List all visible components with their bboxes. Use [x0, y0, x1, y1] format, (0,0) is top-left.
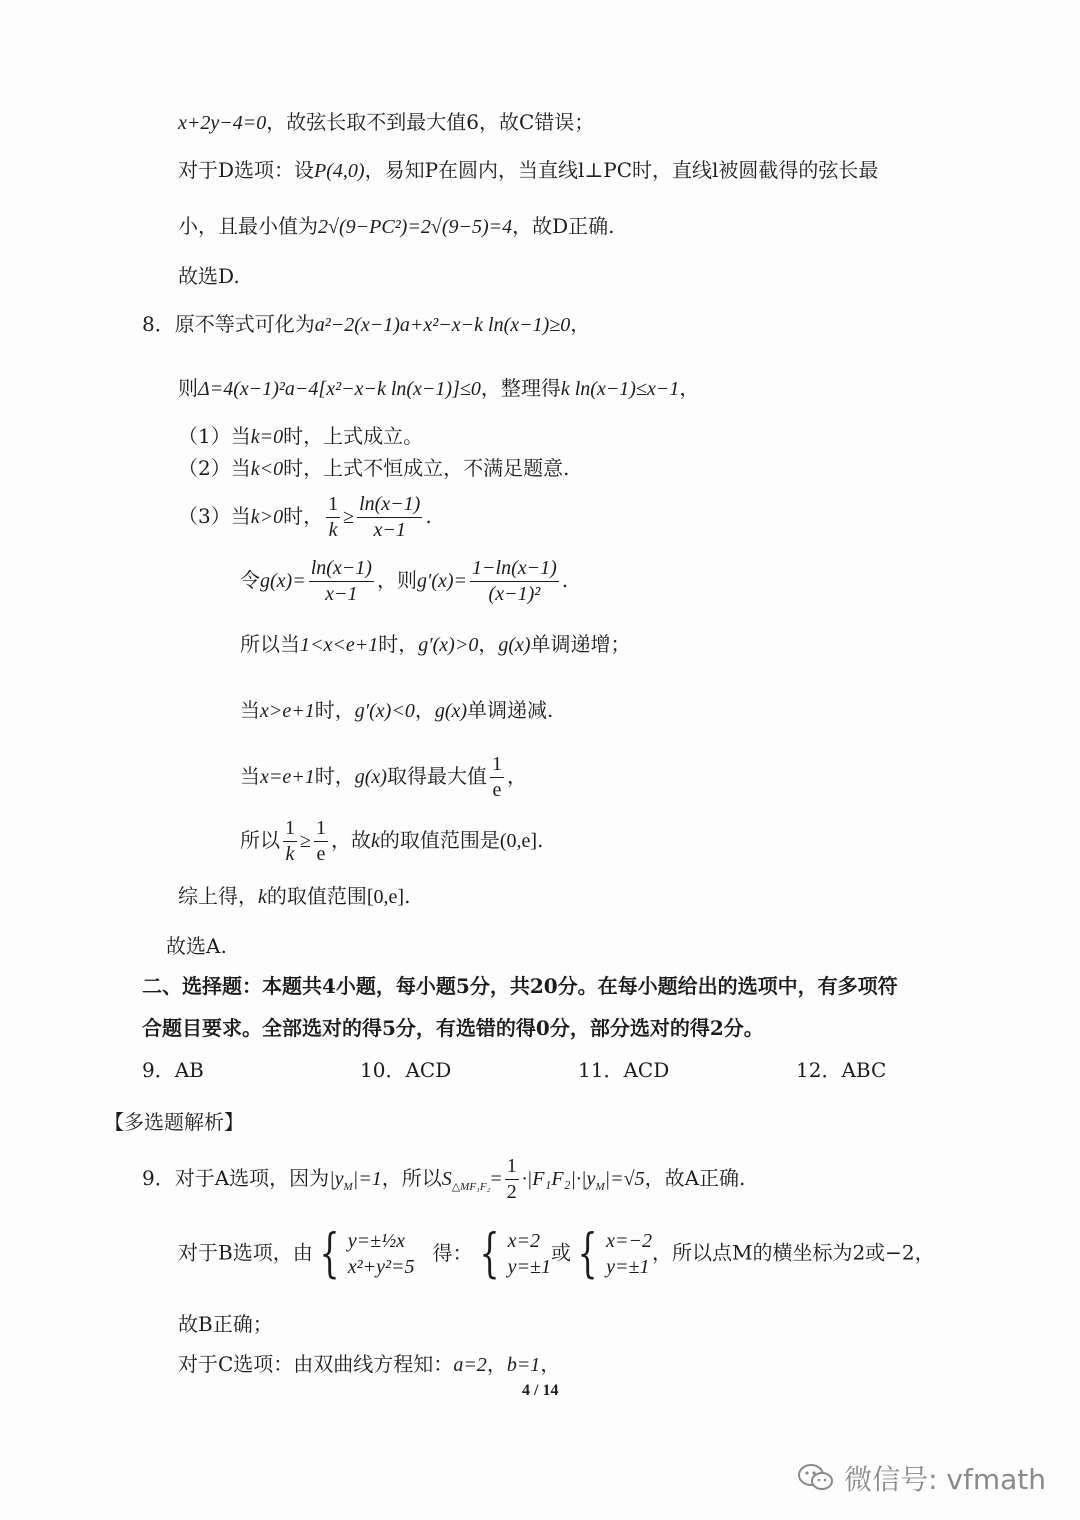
denominator: 2 [506, 1181, 517, 1203]
inequality: a²−2(x−1)a+x²−x−k ln(x−1)≥0 [314, 314, 571, 336]
answer-11: 11．ACD [578, 1058, 670, 1082]
text: （3）当 [178, 504, 251, 528]
text: 取得最大值 [386, 764, 487, 788]
text: 令 [240, 568, 260, 592]
text: 的取值范围 [266, 884, 367, 908]
condition: k=0 [250, 426, 284, 448]
section-heading-2: 合题目要求。全部选对的得5分，有选错的得0分，部分选对的得2分。 [142, 1016, 764, 1040]
row: x²+y²=5 [347, 1256, 415, 1278]
text: （2）当 [178, 456, 251, 480]
condition: g′(x)<0 [354, 700, 415, 722]
text: 小，且最小值为 [178, 214, 318, 238]
line-1 [178, 112, 594, 133]
text: 9．对于A选项，因为 [142, 1166, 330, 1190]
text: 单调递增； [530, 632, 631, 656]
text: ， [414, 698, 435, 722]
fraction [283, 818, 297, 865]
watermark [796, 1458, 1046, 1498]
denominator: k [285, 843, 295, 865]
text: 时， [283, 504, 324, 528]
text: 对于C选项：由双曲线方程知： [178, 1352, 454, 1376]
section-heading-1: 二、选择题：本题共4小题，每小题5分，共20分。在每小题给出的选项中，有多项符 [142, 974, 898, 998]
line-6 [178, 378, 699, 399]
numerator: 1 [490, 754, 504, 778]
text: ， [506, 764, 527, 788]
text: . [561, 568, 569, 592]
case-1 [178, 426, 423, 447]
text: （1）当 [178, 424, 251, 448]
text: ，故 [330, 828, 371, 852]
text: |=√5 [604, 1168, 645, 1190]
text: |y [329, 1168, 344, 1190]
text: S [441, 1168, 452, 1190]
product [521, 1168, 645, 1193]
solution-system-2 [571, 1224, 652, 1284]
line-3 [178, 216, 615, 237]
text: 所以 [240, 828, 280, 852]
inequality: k ln(x−1)≤x−1 [560, 378, 680, 400]
row: y=±½x [347, 1230, 406, 1252]
function: g(x) [434, 700, 468, 722]
brace: { [577, 1224, 598, 1284]
text: ， [679, 376, 700, 400]
denominator: (x−1)² [488, 583, 541, 605]
text: ，故D正确. [512, 214, 615, 238]
condition: g′(x)>0 [418, 634, 479, 656]
page-number: 4 / 14 [522, 1382, 559, 1399]
rows [508, 1231, 551, 1277]
numerator: 1−ln(x−1) [470, 558, 559, 582]
text: 单调递减. [467, 698, 554, 722]
interval: [0,e] [366, 886, 405, 908]
text: . [425, 504, 432, 528]
monotone-1 [240, 634, 631, 655]
numerator: ln(x−1) [357, 494, 422, 518]
numerator: 1 [283, 818, 297, 842]
equation: b=1 [506, 1354, 541, 1376]
function: g(x) [354, 766, 387, 788]
fraction [357, 494, 422, 541]
range-k [240, 818, 543, 865]
denominator: k [328, 519, 338, 541]
watermark-text: 微信号: vfmath [844, 1463, 1046, 1496]
problem-9-a [142, 1156, 745, 1203]
text: 时，上式成立。 [283, 424, 424, 448]
denominator: x−1 [373, 519, 406, 541]
equation: x+2y−4=0 [178, 112, 267, 134]
text: ，故A正确. [644, 1166, 746, 1190]
text: ， [478, 632, 499, 656]
derivative: g′(x)= [416, 570, 468, 592]
equal-sign: = [490, 1168, 502, 1190]
condition: k>0 [250, 506, 284, 528]
text: ，所以 [381, 1166, 442, 1190]
subscript: △MF₁F₂ [451, 1181, 491, 1193]
numerator: 1 [326, 494, 340, 518]
text: 的取值范围是 [379, 828, 500, 852]
answer-10: 10．ACD [360, 1058, 452, 1082]
text: ·|F₁F₂|·|y [521, 1168, 596, 1190]
interval: (0,e] [499, 830, 538, 852]
interval: 1<x<e+1 [300, 634, 379, 656]
text: ，易知P在圆内，当直线l⊥PC时，直线l被圆截得的弦长最 [364, 158, 879, 182]
text: ， [570, 312, 591, 336]
problem-9-b [178, 1224, 935, 1284]
text: 对于B选项，由 [178, 1240, 313, 1265]
equation: 2√(9−PC²)=2√(9−5)=4 [318, 216, 513, 238]
abs-ym [329, 1168, 382, 1193]
text: |=1 [352, 1168, 382, 1190]
subscript: M [343, 1181, 353, 1193]
text: . [404, 884, 411, 908]
ge-sign: ≥ [300, 830, 311, 852]
brace: { [319, 1224, 340, 1284]
define-g [240, 558, 568, 605]
equation-system [313, 1224, 415, 1284]
denominator: e [316, 843, 326, 865]
brace: { [479, 1224, 500, 1284]
case-3 [178, 494, 432, 541]
denominator: x−1 [325, 583, 358, 605]
ge-sign: ≥ [343, 506, 355, 528]
text: 时， [314, 698, 355, 722]
monotone-2 [240, 700, 553, 721]
text: ， [486, 1352, 507, 1376]
row: y=±1 [606, 1256, 650, 1278]
fraction [470, 558, 559, 605]
numerator: 1 [314, 818, 328, 842]
line-2 [178, 160, 878, 181]
rows [606, 1231, 652, 1277]
text: 当 [240, 764, 260, 788]
maximum [240, 754, 527, 801]
point-p: P(4,0) [314, 160, 365, 182]
variable: k [258, 886, 267, 908]
answer-12: 12．ABC [796, 1058, 887, 1082]
problem-9-c [178, 1354, 560, 1375]
wechat-icon [796, 1462, 836, 1494]
text: ，则 [376, 568, 417, 592]
row: x=−2 [606, 1230, 652, 1252]
row: y=±1 [507, 1256, 551, 1278]
function: g(x)= [260, 570, 306, 592]
function: g(x) [498, 634, 531, 656]
text: 所以当 [240, 632, 300, 656]
section-label: 【多选题解析】 [104, 1110, 244, 1134]
numerator: ln(x−1) [309, 558, 374, 582]
fraction [314, 818, 328, 865]
problem-9-b-conclusion: 故B正确； [178, 1312, 273, 1336]
discriminant: Δ=4(x−1)²a−4[x²−x−k ln(x−1)]≤0 [198, 378, 481, 400]
subscript: M [595, 1181, 605, 1193]
text: . [537, 828, 544, 852]
summary [178, 886, 410, 907]
text: 时， [314, 764, 355, 788]
case-2 [178, 458, 569, 479]
condition: x=e+1 [260, 766, 315, 788]
numerator: 1 [505, 1156, 519, 1180]
text: 或 [551, 1240, 571, 1265]
line-5 [142, 314, 590, 335]
answer-a: 故选A. [166, 934, 227, 958]
line-4: 故选D. [178, 264, 240, 288]
answer-9: 9．AB [142, 1058, 204, 1082]
text: 时，上式不恒成立，不满足题意. [283, 456, 570, 480]
fraction [505, 1156, 519, 1203]
row: x=2 [507, 1230, 541, 1252]
text: ，故弦长取不到最大值6，故C错误； [266, 110, 595, 134]
text: 得： [432, 1240, 473, 1265]
text: ，整理得 [480, 376, 561, 400]
fraction [490, 754, 504, 801]
rows [348, 1231, 415, 1277]
denominator: e [492, 779, 502, 801]
area [441, 1168, 491, 1193]
text: ，所以点M的横坐标为2或−2， [651, 1240, 935, 1265]
variable: k [370, 830, 380, 852]
text: 当 [240, 698, 260, 722]
text: 对于D选项：设 [178, 158, 315, 182]
equation: a=2 [453, 1354, 487, 1376]
fraction [326, 494, 340, 541]
text: 时， [378, 632, 419, 656]
interval: x>e+1 [260, 700, 315, 722]
solution-system-1 [473, 1224, 551, 1284]
text: 则 [178, 376, 198, 400]
text: 综上得， [178, 884, 258, 908]
fraction [309, 558, 374, 605]
condition: k<0 [250, 458, 284, 480]
text: 8．原不等式可化为 [142, 312, 315, 336]
text: ， [540, 1352, 561, 1376]
